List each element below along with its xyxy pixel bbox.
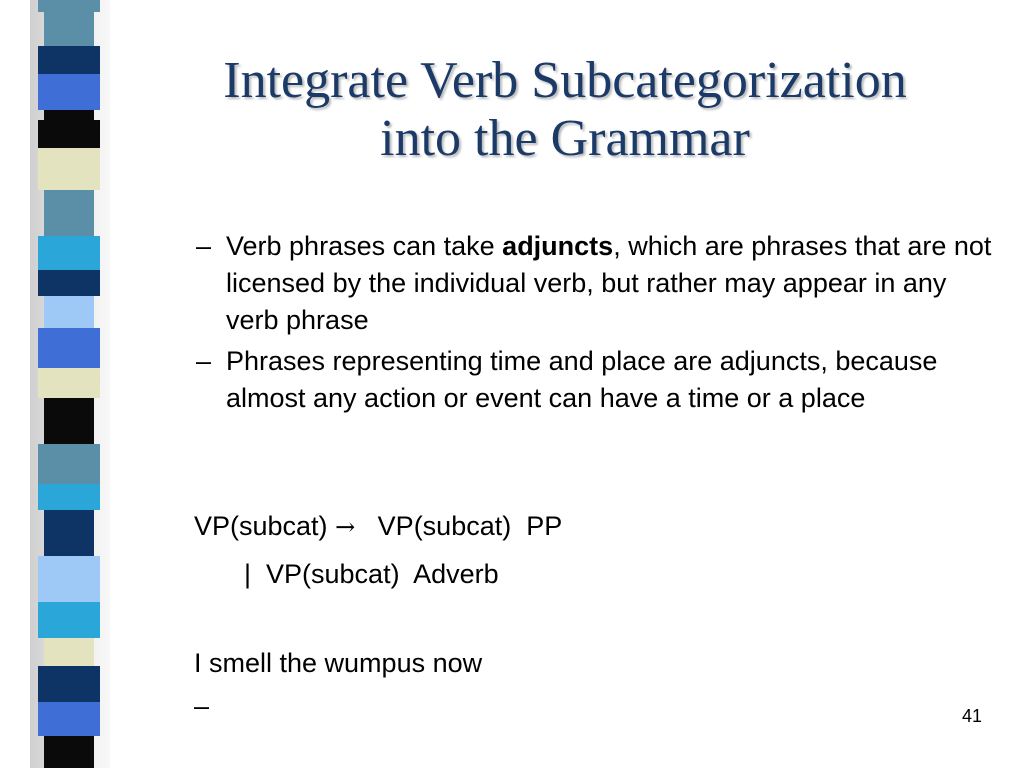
bullet-text-post: , which are phrases that are not licensed by the individual verb, but rather may appear in any verb phrase <box>226 231 992 335</box>
bullet-text-pre: Verb phrases can take <box>226 231 503 261</box>
grammar-rule-line-1 <box>194 508 562 545</box>
strip-segment <box>38 556 100 602</box>
strip-segment <box>38 444 100 484</box>
strip-segment <box>38 236 100 270</box>
decorative-color-strip <box>38 0 100 768</box>
strip-segment <box>44 510 94 556</box>
strip-segment <box>38 148 100 190</box>
strip-segment <box>38 368 100 398</box>
strip-segment <box>44 190 94 236</box>
strip-segment <box>38 270 100 296</box>
example-sentence: I smell the wumpus now <box>194 648 483 678</box>
strip-segment <box>44 736 94 768</box>
bullet-text <box>226 228 996 339</box>
bullet-bold-term: adjuncts <box>502 231 614 261</box>
strip-segment <box>38 666 100 702</box>
strip-segment <box>38 46 100 74</box>
strip-segment <box>38 702 100 736</box>
strip-segment <box>38 484 100 510</box>
strip-segment <box>44 638 94 666</box>
strip-segment <box>44 12 94 46</box>
strip-segment <box>38 0 100 12</box>
page-number: 41 <box>962 706 983 726</box>
rule-arrow: → <box>335 513 356 541</box>
title-line-1: Integrate Verb Subcategorization <box>223 52 907 109</box>
slide-title <box>130 52 1000 168</box>
bullet-dash: – <box>196 346 212 376</box>
title-line-2: into the Grammar <box>380 110 750 167</box>
strip-segment <box>44 110 94 120</box>
example-dash: – <box>194 691 210 721</box>
strip-segment <box>44 296 94 328</box>
strip-segment <box>38 602 100 638</box>
strip-segment <box>38 74 100 110</box>
strip-segment <box>44 398 94 444</box>
rule-lhs: VP(subcat) <box>194 511 336 541</box>
strip-segment <box>38 120 100 148</box>
bullet-item <box>196 228 996 339</box>
strip-segment <box>38 328 100 368</box>
bullet-text: Phrases representing time and place are adjuncts, because almost any action or event can have a time or a place <box>226 346 938 413</box>
bullet-list <box>196 228 996 421</box>
grammar-rule-line-2: | VP(subcat) Adverb <box>244 559 499 589</box>
bullet-item <box>196 343 996 417</box>
rule-rhs: VP(subcat) PP <box>355 511 563 541</box>
bullet-dash: – <box>196 231 212 261</box>
